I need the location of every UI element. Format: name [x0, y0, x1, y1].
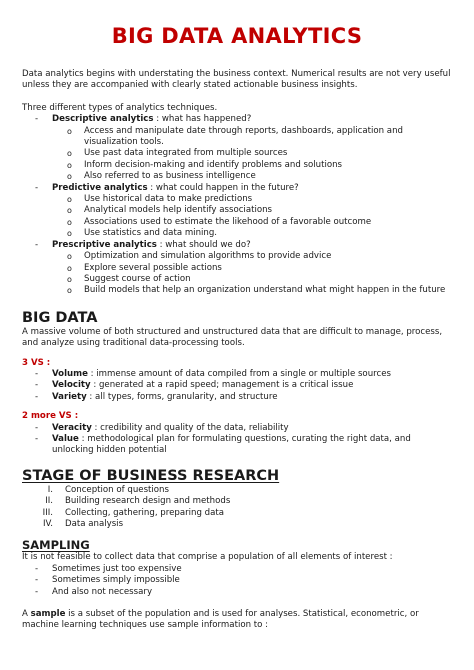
list-item: III. Collecting, gathering, preparing data: [42, 507, 224, 518]
types-intro: Three different types of analytics techniques.: [22, 102, 218, 113]
sampling-intro: It is not feasible to collect data that comprise a population of all elements of interest :: [22, 552, 393, 563]
list-item: o Access and manipulate date through reports, dashboards, application and visualization tools.: [22, 126, 452, 149]
list-item: o Build models that help an organization understand what might happen in the future: [22, 285, 452, 296]
list-item: o Associations used to estimate the likehood of a favorable outcome: [22, 217, 452, 228]
list-item: II. Building research design and methods: [45, 496, 231, 507]
analytics-type-descriptive: - Descriptive analytics : what has happened?: [22, 114, 452, 125]
list-item: - Velocity : generated at a rapid speed; management is a critical issue: [22, 380, 452, 391]
stage-heading: STAGE OF BUSINESS RESEARCH: [22, 467, 280, 484]
more-vs-label: 2 more VS :: [22, 411, 79, 422]
list-item: o Optimization and simulation algorithms to provide advice: [22, 251, 452, 262]
big-data-heading: BIG DATA: [22, 309, 98, 326]
three-vs-list: [22, 369, 452, 403]
list-item: o Analytical models help identify associations: [22, 205, 452, 216]
intro-paragraph: Data analytics begins with understating the business context. Numerical results are not very useful unless they are accompanied with clearly stated actionable business insights.: [22, 69, 451, 91]
list-item: - Variety : all types, forms, granularity, and structure: [22, 392, 452, 403]
list-item: - Sometimes just too expensive: [22, 564, 452, 575]
list-item: o Use past data integrated from multiple sources: [22, 148, 452, 159]
analytics-type-predictive: - Predictive analytics : what could happen in the future?: [22, 183, 452, 194]
sampling-heading: SAMPLING: [22, 538, 90, 553]
sample-definition: A sample is a subset of the population and is used for analyses. Statistical, econometric, or machine learning techniques use sample information to :: [22, 609, 419, 631]
list-item: o Explore several possible actions: [22, 263, 452, 274]
list-item: - Value : methodological plan for formulating questions, curating the right data, and unlocking hidden potential: [22, 434, 452, 457]
sampling-list: [22, 564, 452, 598]
list-item: I. Conception of questions: [47, 484, 169, 495]
more-vs-list: [22, 423, 452, 457]
list-item: IV. Data analysis: [42, 519, 124, 529]
analytics-types-list: [22, 114, 452, 297]
list-item: o Use historical data to make predictions: [22, 194, 452, 205]
three-vs-label: 3 VS :: [22, 357, 51, 368]
big-data-definition: A massive volume of both structured and unstructured data that are difficult to manage, process, and analyze using traditional data-processing tools.: [22, 326, 443, 349]
list-item: o Also referred to as business intelligence: [22, 171, 452, 182]
analytics-type-prescriptive: - Prescriptive analytics : what should we do?: [22, 240, 452, 251]
list-item: - And also not necessary: [22, 587, 452, 598]
list-item: o Inform decision-making and identify problems and solutions: [22, 160, 452, 171]
list-item: - Sometimes simply impossible: [22, 575, 452, 586]
list-item: - Volume : immense amount of data compiled from a single or multiple sources: [22, 369, 452, 380]
list-item: - Veracity : credibility and quality of the data, reliability: [22, 423, 452, 434]
stage-list: [22, 485, 452, 531]
document-title: BIG DATA ANALYTICS: [111, 24, 363, 48]
list-item: o Use statistics and data mining.: [22, 228, 452, 239]
list-item: o Suggest course of action: [22, 274, 452, 285]
